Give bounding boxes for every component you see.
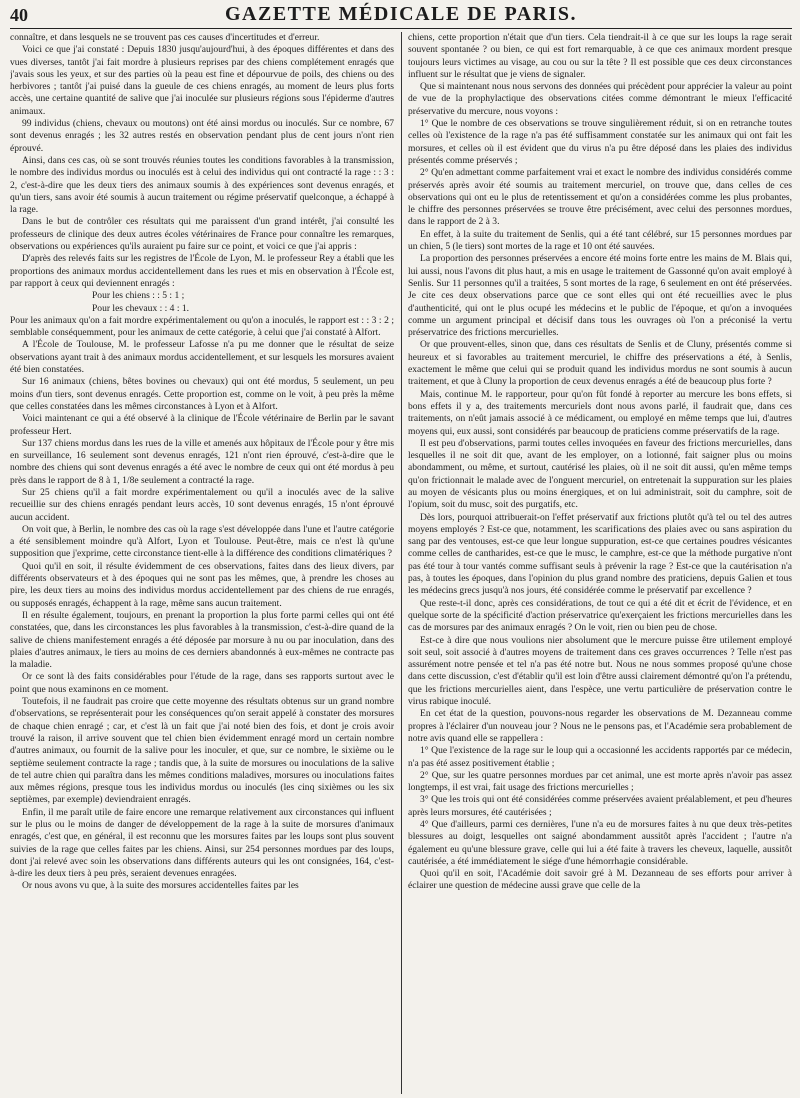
paragraph: Ainsi, dans ces cas, où se sont trouvés réunies toutes les conditions favorables à la transmission, le nombre des individus mordus ou inoculés est à celui des individus qui ont contracté la rage : : 3 : 2, c'est-à-dire que les deux tiers des animaux soumis à des expériences sont devenus enragés, et qu'un tiers, sans avoir été soumis à aucun traitement ou régime préservatif quelconque, a échappé à la rage.	[10, 154, 394, 216]
paragraph: Que si maintenant nous nous servons des données qui précèdent pour apprécier la valeur au point de vue de la prophylactique des observations citées comme démontrant le mieux l'efficacité préservative du mercure, nous voyons :	[408, 81, 792, 117]
paragraph: Toutefois, il ne faudrait pas croire que cette moyenne des résultats obtenus sur un grand nombre d'observations, se représenterait pour les conséquences qu'on serait appelé à constater des morsures de chaque chien enragé ; car, et c'est là un fait que j'ai noté bien des fois, et dont je crois avoir trouvé la raison, il arrive souvent que tel chien bien évidemment enragé mord un certain nombre d'autres animaux, ou fournit de la salive pour les inoculer, et que, sur ce nombre, le sixième ou le septième seulement contracte la rage ; tandis que, à la suite de morsures ou inoculations de la salive de tel autre chien qui paraîtra dans les mêmes conditions maladives, morsures ou inoculations faites aux mêmes régions, presque tous les individus mordus ou inoculés (les cinq sixièmes ou les six septièmes, par exemple) deviendraient enragés.	[10, 696, 394, 806]
paragraph: Enfin, il me paraît utile de faire encore une remarque relativement aux circonstances qui influent sur le plus ou le moins de danger de développement de la rage à la suite de morsures d'animaux enragés, c'est que, en général, il est reconnu que les morsures faites par les loups sont plus souvent suivies de la rage que celles faites par les chiens. Ainsi, sur 254 personnes mordues par des loups, dont j'ai relevé avec soin les observations dans différents auteurs qui les ont consignées, 164, c'est-à-dire les deux tiers à peu près, seraient devenues enragées.	[10, 806, 394, 880]
paragraph: Dans le but de contrôler ces résultats qui me paraissent d'un grand intérêt, j'ai consulté les professeurs de clinique des deux autres écoles vétérinaires de France pour connaître les remarques, observations ou expériences qu'ils auraient pu faire sur ce point, et voici ce que j'ai appris :	[10, 216, 394, 253]
paragraph: Voici maintenant ce qui a été observé à la clinique de l'École vétérinaire de Berlin par le savant professeur Hert.	[10, 413, 394, 437]
paragraph: La proportion des personnes préservées a encore été moins forte entre les mains de M. Blais qui, lui aussi, nous l'avons dit plus haut, a mis en usage le traitement de Gassonné qu'on avait employé à Senlis. Sur 11 personnes qu'il a traitées, 5 sont mortes de la rage, 6 seulement en ont été préservées. Je cite ces deux observations parce que ce sont elles qui ont été recueillies avec le plus d'authenticité, qui ont le plus ocupé les médecins et le public de l'époque, et qu'on a invoquées comme un argument principal et décisif dans tous les ouvrages où l'on a préconisé la vertu préservatrice des frictions mercurielles.	[408, 253, 792, 339]
paragraph: 4° Que d'ailleurs, parmi ces dernières, l'une n'a eu de morsures faites à nu que deux très-petites blessures au doigt, lesquelles ont saigné abondamment aussitôt après l'accident ; l'autre n'a également eu qu'une blessure grave, celle qui lui a été faite à travers les cheveux, laquelle, aussitôt cautérisée, a été immédiatement le siége d'une hémorrhagie considérable.	[408, 819, 792, 867]
paragraph: Il en résulte également, toujours, en prenant la proportion la plus forte parmi celles qui ont été constatées, que, dans les circonstances les plus favorables à la transmission, c'est-à-dire quand de la salive de chiens manifestement enragés a été déposée par morsure à nu ou par inoculation, dans des plaies d'autres animaux, le tiers au moins de ces derniers abandonnés à eux-mêmes ne contracte pas la maladie.	[10, 609, 394, 671]
paragraph: 1° Que l'existence de la rage sur le loup qui a occasionné les accidents rapportés par ce médecin, n'a pas été assez positivement établie ;	[408, 745, 792, 769]
paragraph: En effet, à la suite du traitement de Senlis, qui a été tant célébré, sur 15 personnes mordues par un chien, 5 (le tiers) sont mortes de la rage et 10 ont été sauvées.	[408, 228, 792, 253]
paragraph: Sur 25 chiens qu'il a fait mordre expérimentalement ou qu'il a inoculés avec de la salive recueillie sur des chiens enragés pendant leurs accès, 10 sont devenus enragés, 15 n'ont éprouvé aucun accident.	[10, 486, 394, 523]
paragraph: Mais, continue M. le rapporteur, pour qu'on fût fondé à reporter au mercure les bons effets, si bons effets il y a, des traitements mercuriels dont nous avons parlé, il faudrait que, dans ces traitements, on n'eût jamais associé à ce médicament, ou employé en même temps que lui, d'autres moyens qui, eux aussi, sont considérés par beaucoup de praticiens comme préservatifs de la rage.	[408, 388, 792, 437]
paragraph: Voici ce que j'ai constaté : Depuis 1830 jusqu'aujourd'hui, à des époques différentes et dans des vues diverses, tantôt j'ai fait mordre à plusieurs reprises par des chiens complétement enragés que j'avais sous les yeux, et sur des parties où la peau est fine et dépourvue de poils, des chiens ou des herbivores ; tantôt j'ai puisé dans la gueule de ces chiens enragés, au moment de leurs plus forts accès, une certaine quantité de salive que j'ai inoculée sur plusieurs régions sous l'épiderme d'autres animaux.	[10, 44, 394, 117]
paragraph: En cet état de la question, pouvons-nous regarder les observations de M. Dezanneau comme propres à l'éclairer d'un nouveau jour ? Nous ne le pensons pas, et l'Académie sera probablement de notre avis quand elle se rappellera :	[408, 708, 792, 744]
paragraph: A l'École de Toulouse, M. le professeur Lafosse n'a pu me donner que le résultat de seize observations ayant trait à des animaux mordus accidentellement, et sur lesquels les morsures avaient été bien constatées.	[10, 339, 394, 376]
paragraph: Or nous avons vu que, à la suite des morsures accidentelles faites par les	[22, 880, 299, 892]
page-header	[10, 4, 792, 29]
page-number: 40	[10, 5, 28, 25]
paragraph: D'après des relevés faits sur les registres de l'École de Lyon, M. le professeur Rey a établi que les proportions des animaux mordus accidentellement dans les rues et mis en observation à l'École est, par rapport à ceux qui deviennent enragés :	[10, 253, 394, 289]
paragraph: 2° Que, sur les quatre personnes mordues par cet animal, une est morte après n'avoir pas assez longtemps, il est vrai, fait usage des frictions mercurielles ;	[408, 769, 792, 794]
paragraph: connaître, et dans lesquels ne se trouvent pas ces causes d'incertitudes et d'erreur.	[10, 32, 320, 43]
paragraph: Pour les animaux qu'on a fait mordre expérimentalement ou qu'on a inoculés, le rapport est : : 3 : 2 ; semblable conséquemment, pour les animaux de cette catégorie, à celui que j'ai constaté à Alfort.	[10, 314, 394, 339]
left-column	[10, 32, 394, 1094]
paragraph: 99 individus (chiens, chevaux ou moutons) ont été ainsi mordus ou inoculés. Sur ce nombre, 67 sont devenus enragés ; les 32 autres restés en observation pendant plus de cent jours n'ont rien éprouvé.	[10, 118, 394, 154]
paragraph: 2° Qu'en admettant comme parfaitement vrai et exact le nombre des individus considérés comme préservés après avoir été soumis au traitement mercuriel, on trouve que, dans celles de ces observations qui ont eu le plus de retentissement et qu'on a considérées comme les plus probantes, le chiffre des personnes préservées se trouve être précisément, avec celui des personnes mordues, dans le rapport de 2 à 3.	[408, 167, 792, 228]
paragraph: On voit que, à Berlin, le nombre des cas où la rage s'est développée dans l'une et l'autre catégorie a été sensiblement moindre qu'à Alfort, Lyon et Toulouse. Peut-être, mais ce n'est là qu'une supposition que j'exprime, cette circonstance tient-elle à la différence des conditions climatériques ?	[10, 523, 394, 560]
ratio-line: Pour les chiens : : 5 : 1 ;	[92, 290, 185, 302]
paragraph: Quoi qu'il en soit, l'Académie doit savoir gré à M. Dezanneau de ses efforts pour arriver à éclairer une question de médecine aussi grave que celle de la	[408, 868, 792, 892]
ratio-line: Pour les chevaux : : 4 : 1.	[92, 302, 190, 314]
paragraph: 1° Que le nombre de ces observations se trouve singulièrement réduit, si on en retranche toutes celles où l'existence de la rage n'a pas été suffisamment constatée sur les animaux qui ont fait les morsures, et celles où il est évident que du virus n'a pu être déposé dans les plaies des individus présentés comme préservés ;	[408, 118, 792, 166]
journal-title: GAZETTE MÉDICALE DE PARIS.	[224, 3, 578, 25]
paragraph: Or ce sont là des faits considérables pour l'étude de la rage, dans ses rapports surtout avec le point que nous examinons en ce moment.	[10, 671, 394, 695]
right-column	[408, 32, 792, 1094]
paragraph: chiens, cette proportion n'était que d'un tiers. Cela tiendrait-il à ce que sur les loups la rage serait souvent spontanée ? ou bien, ce qui est fort remarquable, à ce que ces animaux mordent presque toujours leurs victimes au visage, au cou ou sur la tête ? Il est possible que ces deux circonstances influent sur le résultat que je viens de signaler.	[408, 32, 792, 80]
paragraph: Dès lors, pourquoi attribuerait-on l'effet préservatif aux frictions plutôt qu'à tel ou tel des autres moyens employés ? Est-ce que, notamment, les scarifications des plaies avec ou sans aspiration du sang par des ventouses, est-ce que leur longue suppuration, est-ce que certaines poudres vésicantes comme celles de cantharides, est-ce que le musc, le camphre, est-ce que la méthode purgative n'ont pas été tour à tour vantés comme suffisant seuls à prévenir la rage ? Est-ce que la cautérisation n'a pas, à toutes les époques, dans l'opinion du plus grand nombre des praticiens, depuis Galien et tous les médecins grecs jusqu'à nos jours, été considérée comme le préservatif par excellence ?	[408, 511, 792, 597]
paragraph: Est-ce à dire que nous voulions nier absolument que le mercure puisse être utilement employé soit seul, soit associé à d'autres moyens de traitement dans ces graves occurrences ? Telle n'est pas assurément notre pensée et tel n'a pas été notre but. Nous ne nous sommes proposé qu'une chose dans cette discussion, c'est d'établir qu'il est loin d'être aussi clairement démontré qu'on l'a prétendu, que les frictions mercurielles aient, dans l'espèce, une vertu particulière de préservation contre le virus rabique inoculé.	[408, 634, 792, 708]
paragraph: Sur 16 animaux (chiens, bêtes bovines ou chevaux) qui ont été mordus, 5 seulement, un peu moins d'un tiers, sont devenus enragés. Cette proportion est, comme on le voit, à peu près la même que celles constatées dans les mêmes circonstances à Lyon et à Alfort.	[10, 376, 394, 412]
paragraph: Il est peu d'observations, parmi toutes celles invoquées en faveur des frictions mercurielles, dans lesquelles il ne soit dit que, avant de les employer, on a lotionné, fait saigner plus ou moins abondamment, ou même, et surtout, cautérisé les plaies, où il ne soit dit aussi, qu'en même temps qu'on frictionnait le malade avec de l'onguent mercuriel, on entretenait la suppuration sur les plaies au moyen de vésicants plus ou moins énergiques, et on lui administrait, soit du camphre, soit de l'opium, soit du musc, soit des purgatifs, etc.	[408, 437, 792, 511]
paragraph: Sur 137 chiens mordus dans les rues de la ville et amenés aux hôpitaux de l'École pour y être mis en surveillance, 16 seulement sont devenus enragés, 121 n'ont rien éprouvé, c'est-à-dire que le nombre des chiens qui sont devenus enragés a été avec le nombre de ceux qui ont été mordus à peu près dans le rapport de 8 à 1, 1/8e seulement a contracté la rage.	[10, 437, 394, 486]
column-divider	[401, 32, 402, 1094]
paragraph: Que reste-t-il donc, après ces considérations, de tout ce qui a été dit et écrit de l'évidence, et en quelque sorte de la spécificité d'action préservatrice qu'exerçaient les frictions mercurielles dans les cas de morsures par des animaux enragés ? On le voit, rien ou bien peu de chose.	[408, 597, 792, 634]
paragraph: Or que prouvent-elles, sinon que, dans ces résultats de Senlis et de Cluny, présentés comme si heureux et si favorables au traitement mercuriel, le chiffre des préservations a été, à Senlis, exactement le même que celui qui se produit quand les individus mordus ne sont soumis à aucun traitement, et que à Cluny la proportion de ceux devenus enragés a été de beaucoup plus forte ?	[408, 339, 792, 388]
paragraph: 3° Que les trois qui ont été considérées comme préservées avaient préalablement, et peu d'heures après leurs morsures, été cautérisées ;	[408, 794, 792, 818]
paragraph: Quoi qu'il en soit, il résulte évidemment de ces observations, faites dans des lieux divers, par différents observateurs et à des époques qui ne sont pas les mêmes, que, à prendre les choses au pire, les deux tiers au moins des individus mordus accidentellement par des chiens de rue enragés, ou supposés enragés, échappent à la rage, même sans aucun traitement.	[10, 560, 394, 609]
article-columns	[10, 32, 792, 1094]
